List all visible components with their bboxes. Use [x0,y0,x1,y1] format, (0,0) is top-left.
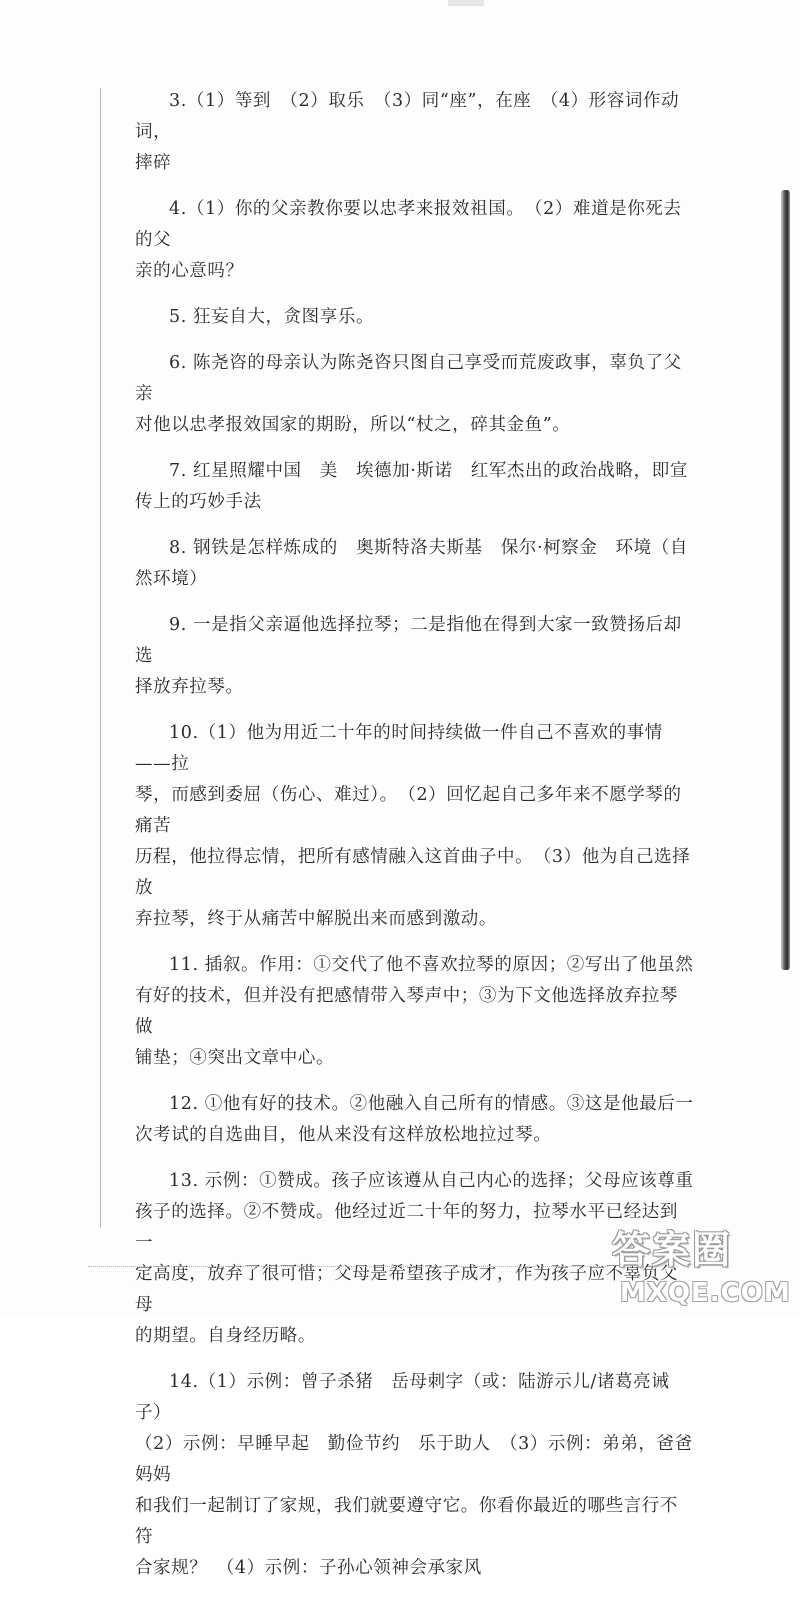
answer-item [135,610,695,703]
answer-line: 14.（1）示例：曾子杀猪 岳母刺字（或：陆游示儿/诸葛亮诫子） [135,1372,670,1423]
answer-line: 12. ①他有好的技术。②他融入自己所有的情感。③这是他最后一 [169,1094,694,1114]
answer-line: 3.（1）等到 （2）取乐 （3）同“座”，在座 （4）形容词作动词， [135,91,680,142]
answer-line: （2）示例：早睡早起 勤俭节约 乐于助人 （3）示例：弟弟，爸爸妈妈 [135,1434,693,1485]
answer-item [135,456,695,518]
answer-line: 4.（1）你的父亲教你要以忠孝来报效祖国。 （2）难道是你死去的父 [135,199,682,250]
answer-item [135,950,695,1074]
scan-smudge [448,0,484,6]
watermark [612,1222,791,1310]
answer-line: 对他以忠孝报效国家的期盼，所以“杖之，碎其金鱼”。 [135,415,571,435]
answer-line: 次考试的自选曲目，他从来没有这样放松地拉过琴。 [135,1125,552,1145]
answer-line: 然环境） [135,569,208,589]
answer-line: 13. 示例：①赞成。孩子应该遵从自己内心的选择；父母应该尊重 [169,1171,694,1191]
watermark-logo: 答案圈 [612,1228,733,1272]
answer-item [135,533,695,595]
answer-line: 定高度，放弃了很可惜；父母是希望孩子成才，作为孩子应不辜负父母 [135,1264,678,1315]
answer-item [135,1166,695,1352]
answer-line: 摔碎 [135,153,172,173]
answer-line: 传上的巧妙手法 [135,492,262,512]
bottom-dotted-rule [88,1266,608,1267]
answer-item [135,302,695,333]
answer-line: 铺垫；④突出文章中心。 [135,1048,335,1068]
answer-line: 琴，而感到委屈（伤心、难过）。 （2）回忆起自己多年来不愿学琴的痛苦 [135,785,682,836]
answer-item [135,86,695,179]
watermark-url: MXQE.COM [620,1278,791,1308]
answer-line: 11. 插叙。作用：①交代了他不喜欢拉琴的原因；②写出了他虽然 [169,955,694,975]
answer-line: 5. 狂妄自大，贪图享乐。 [169,307,375,327]
answer-item [135,194,695,287]
answer-line: 和我们一起制订了家规，我们就要遵守它。你看你最近的哪些言行不符 [135,1496,678,1547]
answer-list [135,86,695,1599]
answer-line: 合家规？ （4）示例：子孙心领神会承家风 [135,1558,482,1578]
answer-line: 弃拉琴，终于从痛苦中解脱出来而感到激动。 [135,909,497,929]
answer-item [135,348,695,441]
answer-line: 7. 红星照耀中国 美 埃德加·斯诺 红军杰出的政治战略，即宣 [169,461,688,481]
answer-item [135,1367,695,1584]
answer-item [135,1089,695,1151]
left-margin-rule [100,88,101,1228]
answer-line: 9. 一是指父亲逼他选择拉琴；二是指他在得到大家一致赞扬后却选 [135,615,682,666]
answer-item [135,718,695,935]
answer-line: 8. 钢铁是怎样炼成的 奥斯特洛夫斯基 保尔·柯察金 环境（自 [169,538,688,558]
answer-line: 10.（1）他为用近二十年的时间持续做一件自己不喜欢的事情——拉 [135,723,663,774]
page-edge-shadow [781,190,790,970]
answer-line: 择放弃拉琴。 [135,677,244,697]
answer-line: 6. 陈尧咨的母亲认为陈尧咨只图自己享受而荒废政事，辜负了父亲 [135,353,682,404]
answer-line: 亲的心意吗？ [135,261,244,281]
answer-line: 历程，他拉得忘情，把所有感情融入这首曲子中。 （3）他为自己选择放 [135,847,691,898]
answer-line: 有好的技术，但并没有把感情带入琴声中；③为下文他选择放弃拉琴做 [135,986,678,1037]
answer-line: 的期望。自身经历略。 [135,1326,316,1346]
answer-line: 孩子的选择。②不赞成。他经过近二十年的努力，拉琴水平已经达到一 [135,1202,678,1253]
